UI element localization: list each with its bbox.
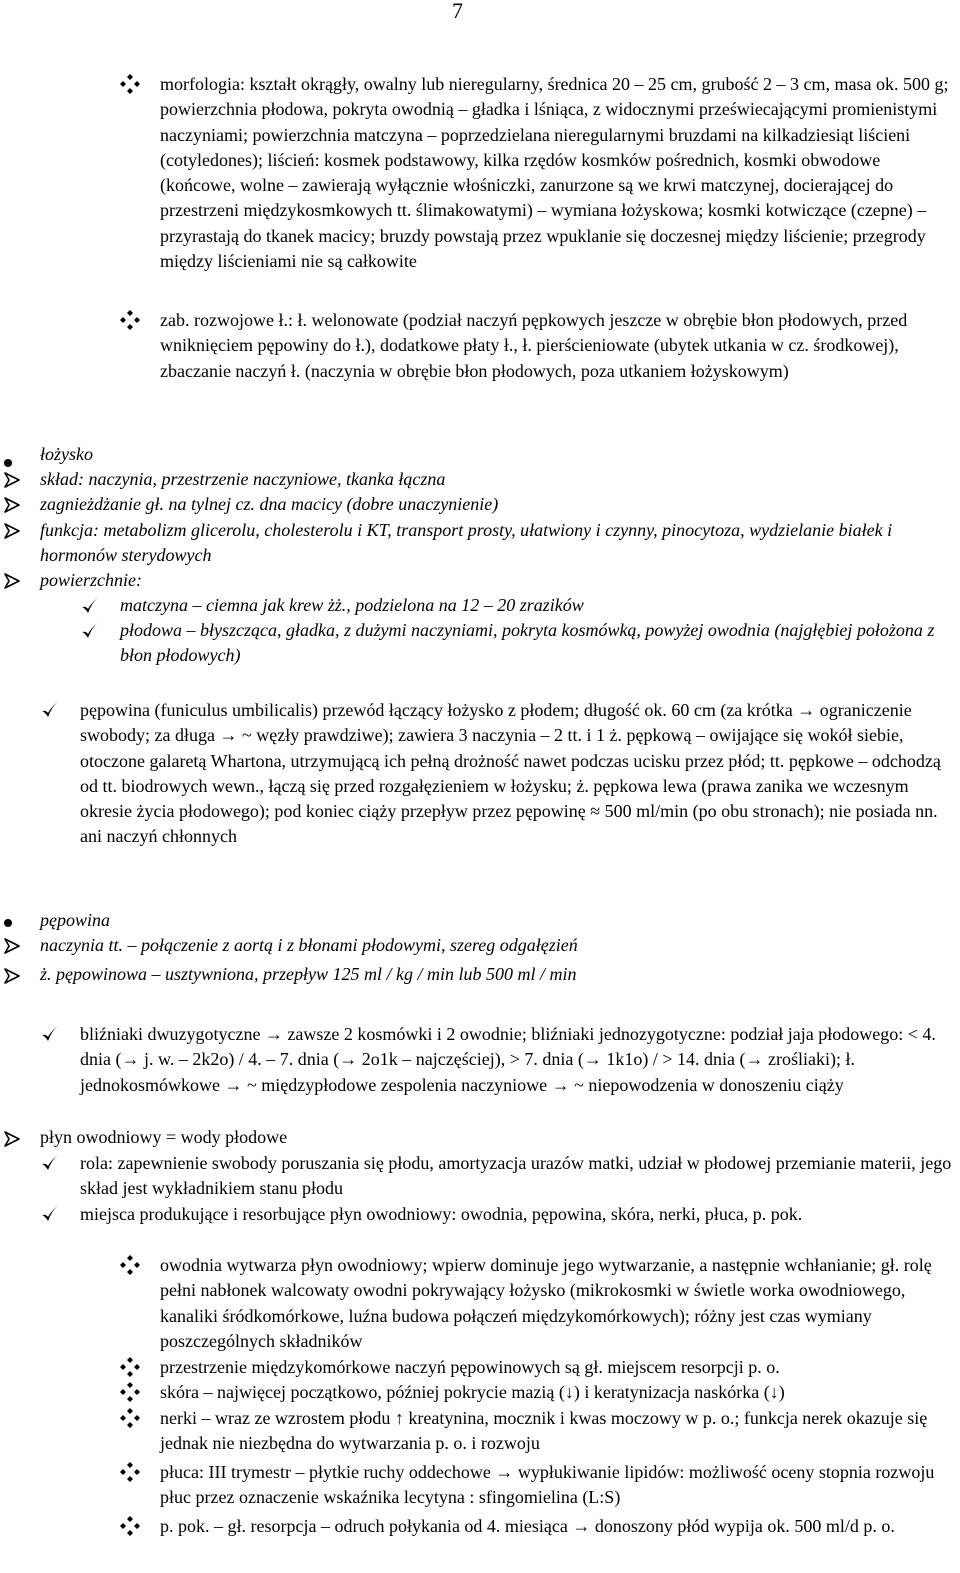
umbilical-cord-paragraph: pępowina (funiculus umbilicalis) przewód łączący łożysko z płodem; długość ok. 60 cm (za krótka → ograniczenie swobody; za długa → ~ węzły prawdziwe); zawiera 3 naczynia – 2 tt. i 1 ż. pępkową – owijające się wokół siebie, otoczone galaretą Whartona, utrzymującą ich pełną drożność nawet podczas ucisku przez płód; tt. pępkowe – odchodzą od tt. biodrowych wewn., łączą się przed rozgałęzieniem w łożysku; ż. pępkowa lewa (prawa zanika we wczesnym okresie życia płodowego); pod koniec ciąży przepływ przez pępowinę ≈ 500 ml/min (po obu stronach); nie posiada nn. ani naczyń chłonnych — [80, 700, 941, 847]
round-bullet-icon — [4, 459, 12, 467]
diamond-bullet-icon — [120, 1462, 140, 1482]
cord-resorption: przestrzenie międzykomórkowe naczyń pępowinowych są gł. miejscem resorpcji p. o. — [160, 1357, 780, 1377]
lungs-role: płuca: III trymestr – płytkie ruchy oddechowe → wypłukiwanie lipidów: możliwość oceny stopnia rozwoju płuc przez oznaczenie wskaźnika lecytyna : sfingomielina (L:S) — [160, 1462, 935, 1508]
check-icon — [40, 700, 60, 720]
kidneys-role: nerki – wraz ze wzrostem płodu ↑ kreatynina, mocznik i kwas moczowy w p. o.; funkcja nerek okazuje się jednak nie niezbędna do wytwarzania p. o. i rozwoju — [160, 1408, 928, 1454]
pepowina-heading: pępowina — [40, 910, 110, 930]
check-icon — [80, 596, 100, 616]
surface-maternal: matczyna – ciemna jak krew żż., podzielona na 12 – 20 zrazików — [120, 595, 584, 615]
check-icon — [40, 1153, 60, 1173]
diamond-bullet-icon — [120, 310, 140, 330]
diamond-bullet-icon — [120, 1516, 140, 1536]
arrowhead-bullet-icon — [4, 573, 20, 589]
arrowhead-bullet-icon — [4, 497, 20, 513]
diamond-bullet-icon — [120, 1357, 140, 1377]
morphology-paragraph: morfologia: kształt okrągły, owalny lub nieregularny, średnica 20 – 25 cm, grubość 2 – 3 cm, masa ok. 500 g; powierzchnia płodowa, pokryta owodnią – gładka i lśniąca, z widocznymi przeświecającymi promienistymi naczyniami; powierzchnia matczyna – poprzedzielana nieregularnymi bruzdami na kilkadziesiąt liścieni (cotyledones); liścień: kosmek podstawowy, kilka rzędów kosmków pośrednich, kosmki obwodowe (końcowe, wolne – zawierają wyłącznie włośniczki, zanurzone są we krwi matczynej, docierającej do przestrzeni międzykosmkowych tt. ślimakowatymi) – wymiana łożyskowa; kosmki kotwiczące (czepne) – przyrastają do tkanek macicy; bruzdy powstają przez wpuklanie się doczesnej między liścienie; przegrody między liścieniami nie są całkowite — [160, 74, 949, 272]
developmental-defects-paragraph: zab. rozwojowe ł.: ł. welonowate (podział naczyń pępkowych jeszcze w obrębie błon płodowych, przed wniknięciem pępowiny do ł.), dodatkowe płaty ł., ł. pierścieniowate (ubytek utkania w cz. środkowej), zbaczanie naczyń ł. (naczynia w obrębie błon płodowych, poza utkaniem łożyskowym) — [160, 310, 908, 381]
round-bullet-icon — [4, 919, 12, 927]
skin-resorption: skóra – najwięcej początkowo, później pokrycie mazią (↓) i keratynizacja naskórka (↓) — [160, 1382, 785, 1402]
check-icon — [40, 1204, 60, 1224]
lozysko-location: zagnieżdżanie gł. na tylnej cz. dna macicy (dobre unaczynienie) — [40, 494, 499, 514]
arrowhead-bullet-icon — [4, 1131, 20, 1147]
lozysko-composition: skład: naczynia, przestrzenie naczyniowe, tkanka łączna — [40, 469, 446, 489]
surface-fetal: płodowa – błyszcząca, gładka, z dużymi naczyniami, pokryta kosmówką, powyżej owodnia (najgłębiej położona z błon płodowych) — [120, 620, 935, 666]
check-icon — [40, 1024, 60, 1044]
digestive-role: p. pok. – gł. resorpcja – odruch połykania od 4. miesiąca → donoszony płód wypija ok. 500 ml/d p. o. — [160, 1516, 895, 1536]
amniotic-sites: miejsca produkujące i resorbujące płyn owodniowy: owodnia, pępowina, skóra, nerki, płuca, p. pok. — [80, 1204, 803, 1224]
lozysko-surfaces: powierzchnie: — [40, 570, 142, 590]
cord-arteries: naczynia tt. – połączenie z aortą i z błonami płodowymi, szereg odgałęzień — [40, 935, 578, 955]
amniotic-role: rola: zapewnienie swobody poruszania się płodu, amortyzacja urazów matki, udział w płodowej przemianie materii, jego skład jest wykładnikiem stanu płodu — [80, 1153, 952, 1199]
lozysko-function: funkcja: metabolizm glicerolu, cholesterolu i KT, transport prosty, ułatwiony i czynny, pinocytoza, wydzielanie białek i hormonów sterydowych — [40, 520, 893, 566]
diamond-bullet-icon — [120, 1255, 140, 1275]
amnion-production: owodnia wytwarza płyn owodniowy; wpierw dominuje jego wytwarzanie, a następnie wchłanianie; gł. rolę pełni nabłonek walcowaty owodni pokrywający łożysko (mikrokosmki w świetle worka owodniowego, kanaliki śródkomórkowe, luźna budowa połączeń międzykomórkowych); różny jest czas wymiany poszczególnych składników — [160, 1255, 932, 1351]
twins-paragraph: bliźniaki dwuzygotyczne → zawsze 2 kosmówki i 2 owodnie; bliźniaki jednozygotyczne: podział jaja płodowego: < 4. dnia (→ j. w. – 2k2o) / 4. – 7. dnia (→ 2o1k – najczęściej), > 7. dnia (→ 1k1o) / > 14. dnia (→ zrośliaki); ł. jednokosmówkowe → ~ międzypłodowe zespolenia naczyniowe → ~ niepowodzenia w donoszeniu ciąży — [80, 1024, 936, 1095]
arrowhead-bullet-icon — [4, 472, 20, 488]
check-icon — [80, 621, 100, 641]
diamond-bullet-icon — [120, 74, 140, 94]
page-number: 7 — [452, 0, 463, 23]
arrowhead-bullet-icon — [4, 938, 20, 954]
amniotic-fluid-heading: płyn owodniowy = wody płodowe — [40, 1127, 288, 1147]
arrowhead-bullet-icon — [4, 523, 20, 539]
lozysko-heading: łożysko — [40, 444, 93, 464]
diamond-bullet-icon — [120, 1382, 140, 1402]
diamond-bullet-icon — [120, 1408, 140, 1428]
cord-vein: ż. pępowinowa – usztywniona, przepływ 125 ml / kg / min lub 500 ml / min — [40, 964, 577, 984]
arrowhead-bullet-icon — [4, 968, 20, 984]
